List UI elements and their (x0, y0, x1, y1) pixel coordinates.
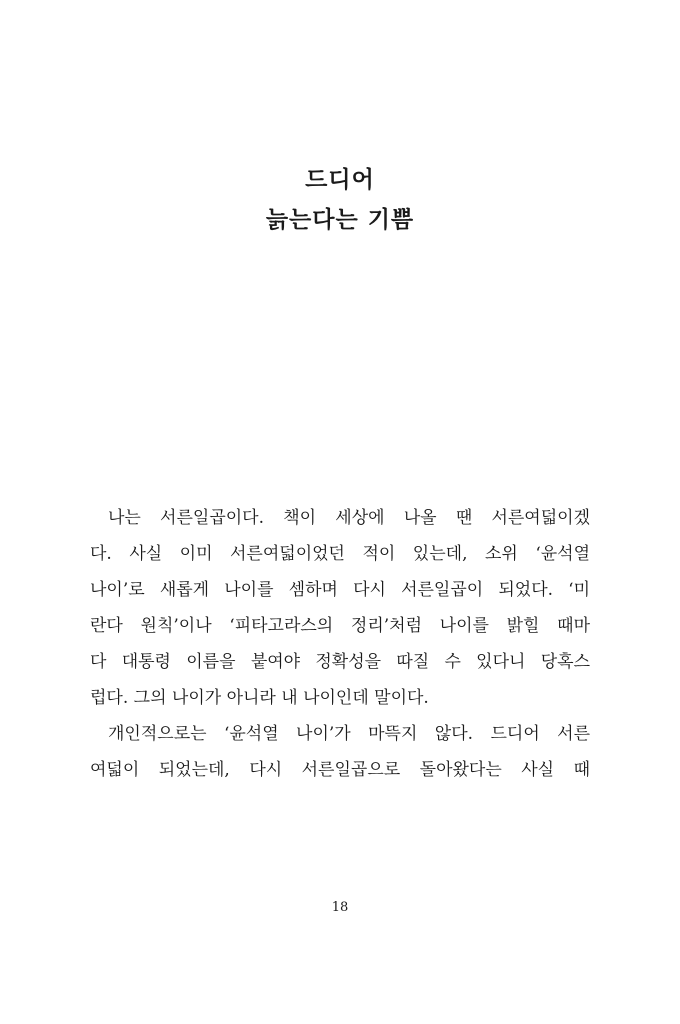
chapter-title-line-1: 드디어 (305, 167, 375, 193)
paragraph-1-line-5: 다 대통령 이름을 붙여야 정확성을 따질 수 있다니 당혹스 (90, 652, 590, 672)
paragraph-1-line-2: 다. 사실 이미 서른여덟이었던 적이 있는데, 소위 ‘윤석열 (90, 544, 590, 564)
paragraph-1-line-3: 나이’로 새롭게 나이를 셈하며 다시 서른일곱이 되었다. ‘미 (90, 580, 590, 600)
chapter-title-line-2: 늙는다는 기쁨 (265, 207, 415, 233)
paragraph-2-line-2: 여덟이 되었는데, 다시 서른일곱으로 돌아왔다는 사실 때 (90, 760, 590, 780)
paragraph-1-line-4: 란다 원칙’이나 ‘피타고라스의 정리’처럼 나이를 밝힐 때마 (90, 616, 590, 636)
paragraph-1-line-6: 럽다. 그의 나이가 아니라 내 나이인데 말이다. (90, 688, 429, 708)
chapter-title (0, 160, 680, 240)
paragraph-2-line-1: 개인적으로는 ‘윤석열 나이’가 마뜩지 않다. 드디어 서른 (108, 724, 590, 744)
body-text (90, 500, 590, 788)
page-number: 18 (331, 900, 349, 915)
paragraph-1-line-1: 나는 서른일곱이다. 책이 세상에 나올 땐 서른여덟이겠 (108, 508, 590, 528)
